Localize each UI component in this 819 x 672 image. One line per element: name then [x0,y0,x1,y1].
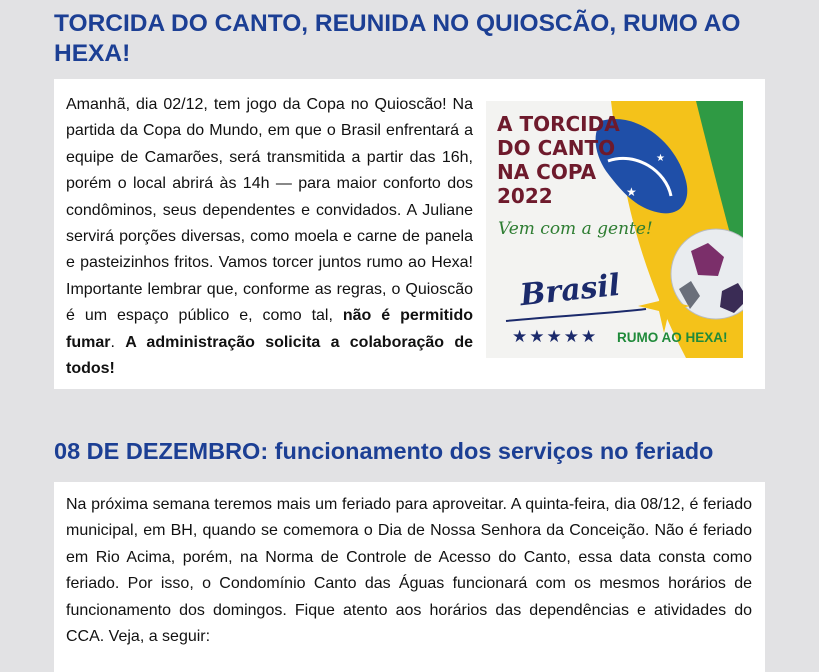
administration-request: A administração solicita a colaboração de todos! [66,333,473,378]
section1-body-period: . [110,333,115,351]
section2-title: 08 DE DEZEMBRO: funcionamento dos serviços no feriado [54,438,714,464]
section2-body: Na próxima semana teremos mais um feriado para aproveitar. A quinta-feira, dia 08/12, é feriado municipal, em BH, quando se comemora o Dia de Nossa Senhora da Conceição. Não é feriado em Rio Acima, porém, na Norma de Controle de Acesso do Canto, essa data consta como feriado. Por isso, o Condomínio Canto das Águas funcionará com os mesmos horários de funcionamento dos domingos. Fique atento aos horários das dependências e atividades do CCA. Veja, a seguir: [66,496,752,646]
promo-title-line-2: DO CANTO [497,136,616,160]
svg-text:★: ★ [656,153,665,164]
copa-promo-image [486,101,743,358]
section1-body-text: Amanhã, dia 02/12, tem jogo da Copa no Quioscão! Na partida da Copa do Mundo, em que o Brasil enfrentará a equipe de Camarões, será transmitida a partir das 16h, porém o local abrirá às 14h — para maior conforto dos condôminos, seus dependentes e convidados. A Juliane servirá porções diversas, como moela e carne de panela e pasteizinhos fritos. Vamos torcer juntos rumo ao Hexa! Importante lembrar que, conforme as regras, o Quioscão é um espaço público e, como tal, [66,96,473,325]
svg-text:★: ★ [626,185,637,199]
promo-brasil-signature: Brasil [518,267,622,314]
no-smoking-notice: não é permitido fumar [66,307,474,351]
section1-card [54,79,765,389]
section1-title: TORCIDA DO CANTO, REUNIDA NO QUIOSCÃO, RUMO AO HEXA! [54,10,741,67]
promo-slogan: Vem com a gente! [498,219,653,239]
promo-stars: ★★★★★ [512,327,599,346]
promo-title-line-3: NA COPA [497,160,597,184]
promo-title-line-1: A TORCIDA [497,112,620,136]
promo-rumo-ao-hexa: RUMO AO HEXA! [617,330,728,345]
section2-card [54,482,765,672]
promo-title-line-4: 2022 [497,184,553,208]
section1-body [66,92,473,382]
